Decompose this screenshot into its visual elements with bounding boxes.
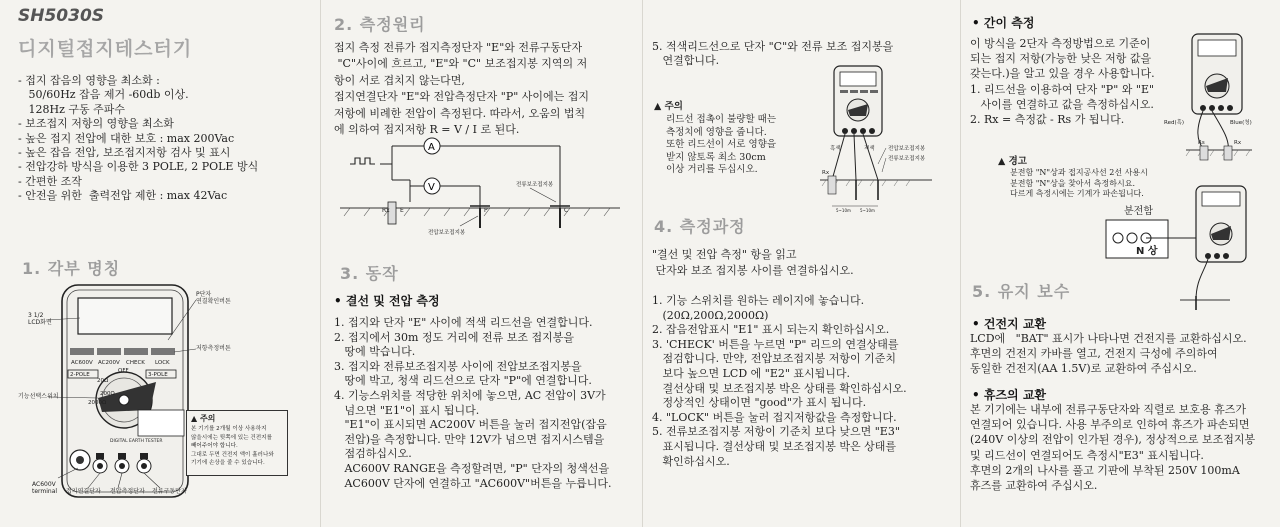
- fuse-text: 본 기기에는 내부에 전류구동단자와 직렬로 보호용 휴즈가 연결되어 있습니다. 사용 부주의로 인하여 휴즈가 파손되면 (240V 이상의 전압이 인가된 경우), 정상적으로 보조접지봉 및 리드선이 연결되어도 측정시"E3" 표시됩니다. 후면의 2개의 나사를 풀고 기판에 부착된 250V 100mA 휴즈를 교환하여 주십시오.: [970, 403, 1256, 493]
- section-2-heading: 2. 측정원리: [334, 15, 426, 34]
- battery-subheading: • 건전지 교환: [972, 317, 1046, 331]
- model-name: SH5030S: [18, 6, 105, 26]
- caution-box: ▲ 주의 본 기기를 2개월 이상 사용하지 않을시에는 뒷쪽에 있는 건전지를 빼어주어야 합니다. 그대로 두면 건전지 액이 흘러나와 기기에 손상을 줄 수 있습니다.: [186, 410, 288, 476]
- panel-n-phase: N 상: [1136, 246, 1158, 257]
- column-2: [320, 0, 642, 527]
- simple-measure-text: 이 방식을 2단자 측정방법으로 기준이 되는 접지 저항(가능한 낮은 저항 값을 갖는다.)을 알고 있을 경우 사용합니다. 1. 리드선을 이용하여 단자 "P" 와 "E" 사이를 연결하고 값을 측정하십시오. 2. Rx = 측정값 - Rs 가 됩니다.: [970, 37, 1155, 127]
- svg-text:Blue(청): Blue(청): [1230, 120, 1252, 126]
- svg-text:AC600V: AC600V: [71, 360, 93, 366]
- warning-icon: ▲: [654, 101, 662, 112]
- product-title: 디지털접지테스터기: [18, 38, 193, 60]
- fuse-subheading: • 휴즈의 교환: [972, 388, 1046, 402]
- svg-text:5~10m: 5~10m: [836, 208, 851, 213]
- svg-text:AC200V: AC200V: [98, 360, 120, 366]
- label-terminal-c: 전류구동단자: [152, 488, 187, 495]
- svg-text:전압보조접지봉: 전압보조접지봉: [888, 146, 926, 152]
- svg-text:적색: 적색: [864, 146, 875, 152]
- svg-text:2000Ω: 2000Ω: [88, 400, 107, 406]
- svg-text:200Ω: 200Ω: [100, 391, 115, 397]
- section-4-heading: 4. 측정과정: [654, 217, 746, 236]
- svg-text:전류보조접지봉: 전류보조접지봉: [888, 156, 926, 162]
- wiring-steps: 1. 접지와 단자 "E" 사이에 적색 리드선을 연결합니다. 2. 접지에서 30m 정도 거리에 전류 보조 접지봉을 땅에 박습니다. 3. 접지와 전류보조접지봉 사이에 전압보조접지봉을 땅에 박고, 청색 리드선으로 단자 "P"에 연결합니다. 4. 기능스위치를 적당한 위치에 놓으면, AC 전압이 3V가 넘으면 "E1"이 표시 됩니다. "E1"이 표시되면 AC200V 버튼을 눌러 접지전압(잡음 전압)을 측정합니다. 만약 12V가 넘으면 접지시스템을 점검하십시오. AC600V RANGE을 측정할려면, "P" 단자의 청색선을 AC600V 단자에 연결하고 "AC600V"버튼을 누릅니다.: [334, 316, 612, 490]
- lcd-screen: [78, 298, 172, 334]
- step-5-text: 5. 적색리드선으로 단자 "C"와 전류 보조 접지봉을 연결합니다.: [652, 40, 894, 68]
- warning-heading: ▲ 경고: [998, 156, 1027, 167]
- svg-text:흑색: 흑색: [830, 146, 841, 152]
- label-function-switch: 기능선택스위치: [18, 393, 59, 400]
- ac600-button: [70, 348, 94, 355]
- svg-text:20Ω: 20Ω: [97, 378, 109, 384]
- label-terminal-e: 접지연결단자: [66, 488, 101, 495]
- ac200-button: [97, 348, 121, 355]
- caution-text: 리드선 접촉이 불량할 때는 측정치에 영향을 줍니다. 또한 리드선이 서로 영향을 받지 않토록 최소 30cm 이상 거리를 두십시오.: [666, 114, 777, 175]
- svg-text:3-POLE: 3-POLE: [148, 372, 168, 378]
- wiring-subheading: • 결선 및 전압 측정: [334, 294, 440, 308]
- warning-icon: ▲: [998, 156, 1006, 167]
- svg-text:전압보조접지봉: 전압보조접지봉: [428, 230, 466, 236]
- column-3: [642, 0, 960, 527]
- svg-text:5~10m: 5~10m: [860, 208, 875, 213]
- caution-heading: ▲ 주의: [654, 101, 683, 112]
- feature-list: - 접지 잡음의 영향을 최소화 : 50/60Hz 잡음 제거 -60db 이상. 128Hz 구동 주파수 - 보조접지 저항의 영향을 최소화 - 높은 접지 전압에 대한 보호 : max 200Vac - 높은 잡음 전압, 보조접지저항 검사 및 표시 - 전압강하 방식을 이용한 3 POLE, 2 POLE 방식 - 간편한 조작 - 안전을 위한 출력전압 제한 : max 42Vac: [18, 74, 259, 203]
- svg-text:A: A: [428, 142, 435, 153]
- section-3-heading: 3. 동작: [340, 264, 399, 283]
- procedure-intro: "결선 및 전압 측정" 항을 읽고 단자와 보조 접지봉 사이를 연결하십시오.: [652, 248, 854, 277]
- svg-text:전류보조접지봉: 전류보조접지봉: [516, 182, 554, 188]
- lock-button: [151, 348, 175, 355]
- wiring-figure: [642, 40, 960, 213]
- battery-text: LCD에 "BAT" 표시가 나타나면 건전지를 교환하십시오. 후면의 건전지 카바를 열고, 건전지 극성에 주의하여 동일한 건전지(AA 1.5V)로 교환하여 주십시오.: [970, 332, 1247, 376]
- svg-text:Red(흑): Red(흑): [1164, 120, 1185, 126]
- label-ac600: AC600V terminal: [32, 481, 58, 495]
- svg-text:V: V: [428, 182, 435, 193]
- section-5-heading: 5. 유지 보수: [972, 282, 1071, 301]
- two-pole-figure: [960, 0, 1280, 310]
- check-button: [124, 348, 148, 355]
- panel-title: 분전함: [1124, 206, 1153, 217]
- svg-text:C: C: [564, 207, 569, 214]
- svg-text:E: E: [400, 207, 404, 214]
- warning-text: 분전함 "N"상과 접지공사선 2선 사용시 분전함 "N"상을 찾아서 측정하시요. 다르게 측정시에는 기계가 파손됩니다.: [1010, 168, 1148, 198]
- simple-measure-subheading: • 간이 측정: [972, 16, 1035, 30]
- section-1-heading: 1. 각부 명칭: [22, 259, 121, 278]
- procedure-steps: 1. 기능 스위치를 원하는 레이지에 놓습니다. (20Ω,200Ω,2000Ω) 2. 잡음전압표시 "E1" 표시 되는지 확인하십시오. 3. 'CHECK' 버튼을 누르면 "P" 리드의 연결상태를 점검합니다. 만약, 전압보조접지봉 저항이 기준치 보다 높으면 LCD 에 "E2" 표시됩니다. 결선상태 및 보조접지봉 박은 상태를 확인하십시오. 정상적인 상태이면 "good"가 표시 됩니다. 4. "LOCK" 버튼을 눌러 접지저항값을 측정합니다. 5. 전류보조접지봉 저항이 기준치 보다 낮으면 "E3" 표시됩니다. 결선상태 및 보조접지봉 박은 상태를 확인하십시오.: [652, 294, 907, 468]
- column-4: [960, 0, 1280, 527]
- svg-text:Rs: Rs: [1198, 140, 1205, 146]
- svg-text:Rx: Rx: [1234, 140, 1242, 146]
- warning-icon: ▲: [191, 414, 198, 423]
- label-p-confirm: P단자 연결확인버튼: [196, 291, 231, 305]
- svg-text:CHECK: CHECK: [126, 360, 145, 366]
- svg-text:Rx: Rx: [822, 170, 830, 176]
- svg-text:LOCK: LOCK: [155, 360, 170, 366]
- principle-circuit-diagram: [320, 130, 642, 270]
- label-terminal-p: 전압측정단자: [110, 488, 145, 495]
- principle-text: 접지 측정 전류가 접지측정단자 "E"와 전류구동단자 "C"사이에 흐르고, "E"와 "C" 보조접지봉 지역의 저 항이 서로 겹치지 않는다면, 접지연결단자 "E"와 전압측정단자 "P" 사이에는 접지 저항에 비례한 전압이 측정된다. 따라서, 오움의 법칙 에 의하여 접지저항 R = V / I 로 된다.: [334, 41, 590, 137]
- svg-text:P: P: [484, 207, 488, 214]
- svg-text:DIGITAL EARTH TESTER: DIGITAL EARTH TESTER: [110, 439, 163, 444]
- label-lcd: 3 1/2 LCD화면: [28, 312, 52, 326]
- column-1: [0, 0, 320, 527]
- svg-text:2-POLE: 2-POLE: [70, 372, 90, 378]
- label-resist-button: 저항측정버튼: [196, 345, 231, 352]
- svg-text:OFF: OFF: [118, 368, 129, 374]
- svg-text:Rx: Rx: [382, 207, 390, 214]
